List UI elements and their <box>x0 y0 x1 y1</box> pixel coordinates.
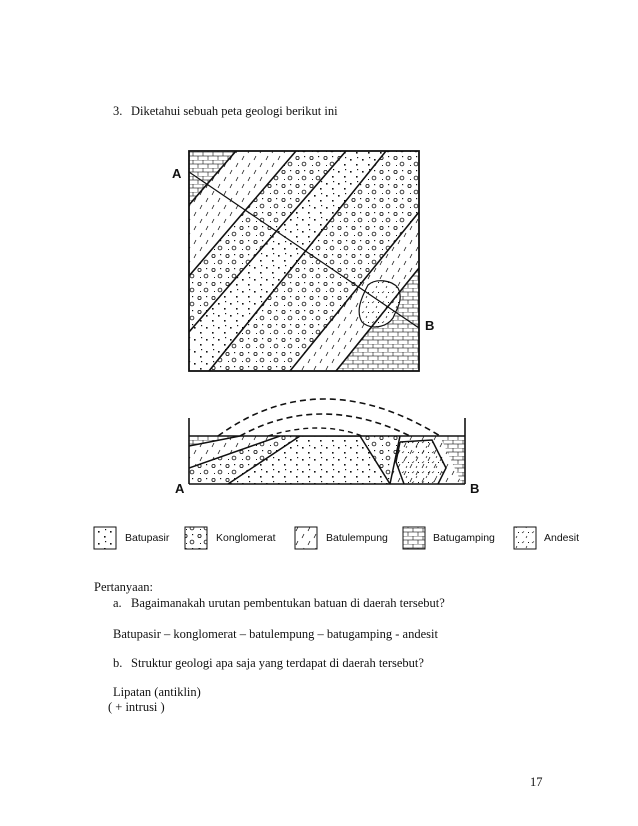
legend-label-konglomerat: Konglomerat <box>216 532 276 544</box>
map-frame <box>189 151 419 371</box>
legend-box-batulempung <box>295 527 317 549</box>
section-conglomerate-left <box>189 436 300 484</box>
map-band-limestone-top <box>189 151 236 205</box>
question-b-marker: b. <box>113 656 123 670</box>
legend-label-batupasir: Batupasir <box>125 532 170 544</box>
fold-trace-core <box>268 428 362 436</box>
section-label-b: B <box>470 481 480 496</box>
section-claystone-left <box>189 436 280 468</box>
section-limestone-left <box>189 436 240 446</box>
section-claystone-right <box>390 436 462 484</box>
question-b-answer-2: ( + intrusi ) <box>108 700 165 714</box>
map-band-sandstone-core <box>189 151 386 371</box>
legend-box-batupasir <box>94 527 116 549</box>
section-line-ab <box>189 172 419 328</box>
question-number: 3. <box>113 104 123 118</box>
section-intrusion-andesite <box>396 440 446 484</box>
fold-trace-outer <box>218 399 440 436</box>
map-intrusion-andesite <box>359 281 400 327</box>
question-a-marker: a. <box>113 596 122 610</box>
map-band-conglomerate-2 <box>209 151 419 371</box>
map-band-claystone-1 <box>189 151 296 276</box>
page-number: 17 <box>530 775 543 789</box>
legend-label-batugamping: Batugamping <box>433 532 495 544</box>
legend-box-konglomerat <box>185 527 207 549</box>
section-conglomerate-right <box>360 436 400 484</box>
map-band-claystone-2 <box>290 212 419 371</box>
section-label-a: A <box>175 481 185 496</box>
legend-label-andesit: Andesit <box>544 532 580 544</box>
legend-box-batugamping <box>403 527 425 549</box>
map-band-limestone-bottom <box>336 268 419 371</box>
legend-label-batulempung: Batulempung <box>326 532 388 544</box>
map-label-a: A <box>172 166 182 181</box>
fold-trace-inner <box>240 414 410 436</box>
map-band-conglomerate-1 <box>189 151 346 332</box>
question-text: Diketahui sebuah peta geologi berikut ini <box>131 104 338 118</box>
map-label-b: B <box>425 318 435 333</box>
legend-box-andesit <box>514 527 536 549</box>
section-limestone-right <box>440 436 465 484</box>
question-a-answer: Batupasir – konglomerat – batulempung – batugamping - andesit <box>113 627 438 641</box>
question-a-text: Bagaimanakah urutan pembentukan batuan di daerah tersebut? <box>131 596 445 610</box>
questions-heading: Pertanyaan: <box>94 580 154 594</box>
question-b-text: Struktur geologi apa saja yang terdapat di daerah tersebut? <box>131 656 424 670</box>
section-sandstone-core <box>228 436 390 484</box>
question-b-answer-1: Lipatan (antiklin) <box>113 685 201 699</box>
